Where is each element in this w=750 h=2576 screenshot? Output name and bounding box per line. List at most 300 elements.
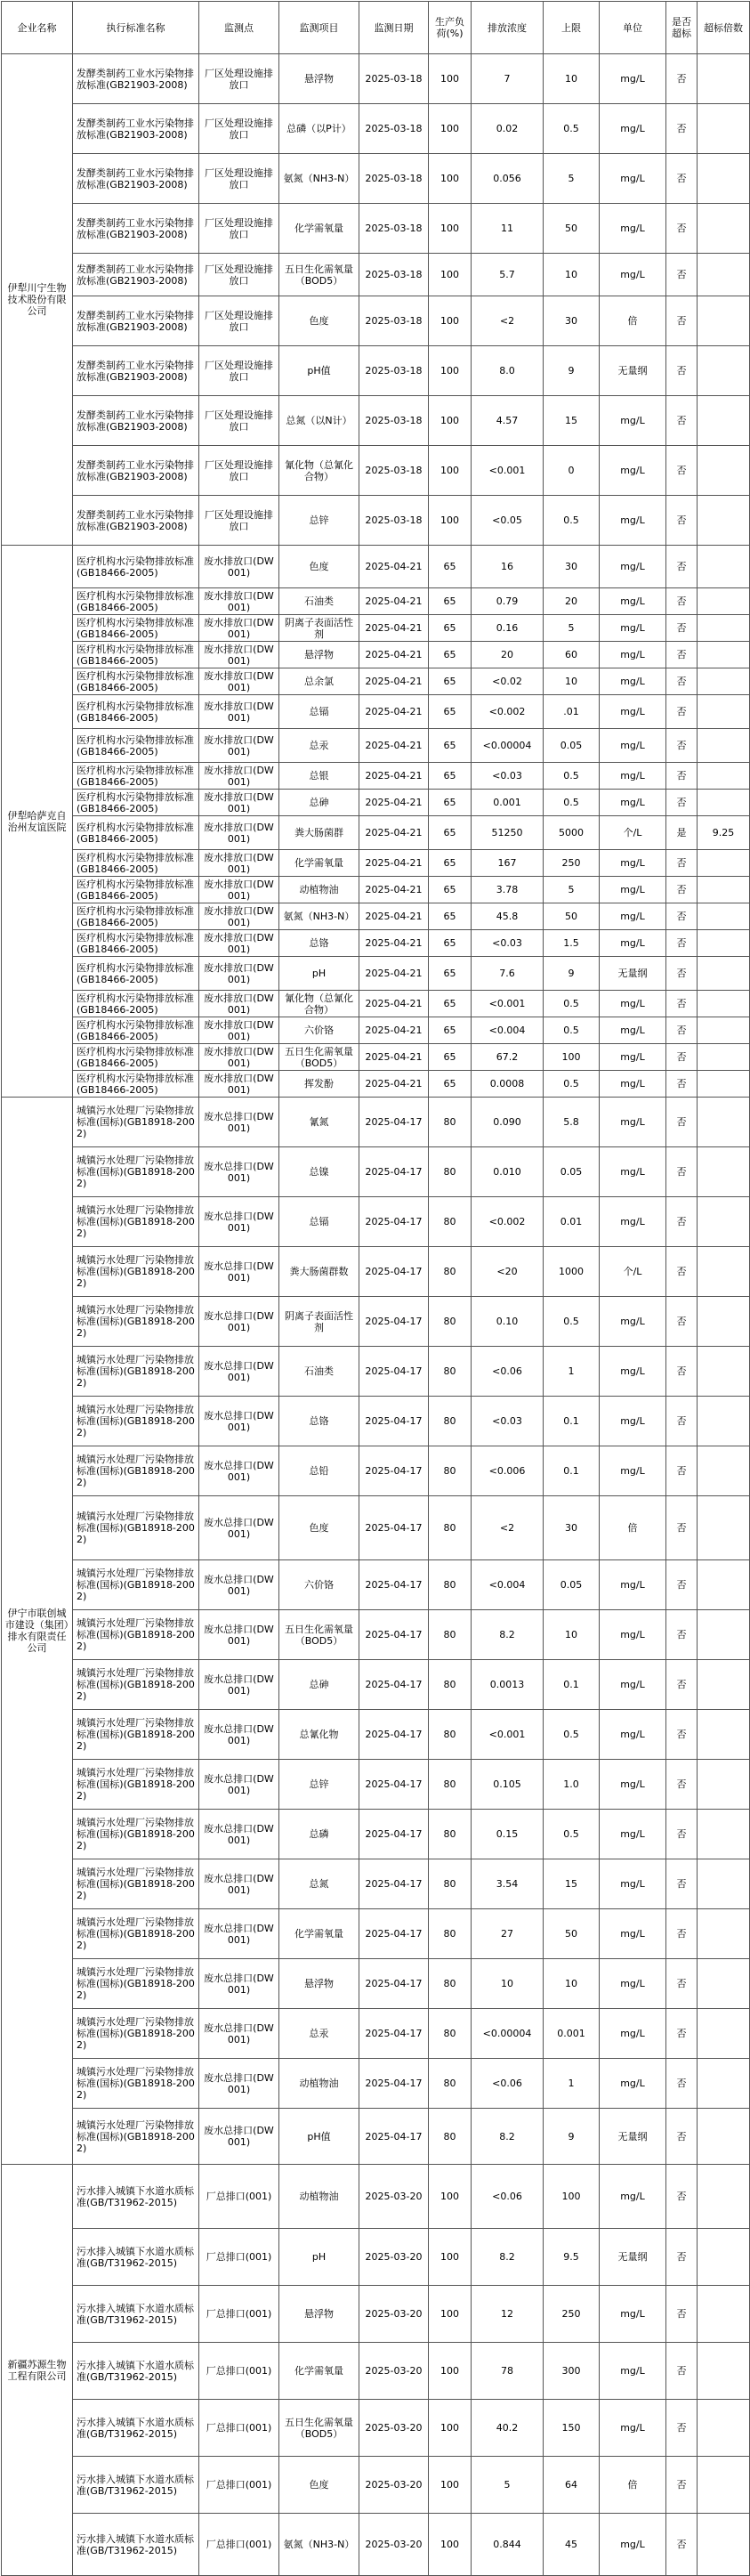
monitoring-point-cell: 废水总排口(DW001) (199, 2009, 279, 2059)
monitoring-item-cell: 化学需氧量 (279, 204, 359, 254)
load-cell: 100 (429, 54, 472, 104)
limit-cell: 10 (544, 1959, 600, 2009)
limit-cell: 0.5 (544, 991, 600, 1017)
table-row (2, 1760, 750, 1810)
date-cell: 2025-03-18 (359, 204, 429, 254)
date-cell: 2025-04-21 (359, 877, 429, 903)
date-cell: 2025-04-17 (359, 1810, 429, 1859)
monitoring-point-cell: 厂总排口(001) (199, 2514, 279, 2576)
concentration-cell: 3.54 (472, 1859, 544, 1909)
times-cell (698, 2059, 750, 2109)
concentration-cell: 8.2 (472, 2109, 544, 2165)
times-cell (698, 695, 750, 729)
unit-cell: mg/L (600, 1760, 666, 1810)
concentration-cell: 5.7 (472, 254, 544, 296)
exceed-cell: 是 (666, 816, 698, 850)
date-cell: 2025-04-17 (359, 1446, 429, 1496)
exceed-cell: 否 (666, 991, 698, 1017)
table-row (2, 1197, 750, 1247)
concentration-cell: 0.15 (472, 1810, 544, 1859)
limit-cell: 0.5 (544, 104, 600, 154)
unit-cell: mg/L (600, 1859, 666, 1909)
concentration-cell: <0.002 (472, 1197, 544, 1247)
date-cell: 2025-04-17 (359, 1496, 429, 1560)
company-cell: 伊犁哈萨克自治州友谊医院 (2, 546, 73, 1098)
standard-cell: 城镇污水处理厂污染物排放标准(国标)(GB18918-2002) (73, 1909, 199, 1959)
limit-cell: 150 (544, 2400, 600, 2457)
concentration-cell: 8.2 (472, 1610, 544, 1660)
company-header: 企业名称 (2, 2, 73, 54)
concentration-cell: <0.03 (472, 1397, 544, 1446)
concentration-cell: 7 (472, 54, 544, 104)
table-row (2, 1660, 750, 1710)
times-cell (698, 1560, 750, 1610)
exceed-cell: 否 (666, 396, 698, 446)
load-cell: 65 (429, 642, 472, 668)
monitoring-point-cell: 厂区处理设施排放口 (199, 496, 279, 546)
table-row (2, 1810, 750, 1859)
unit-cell: mg/L (600, 546, 666, 588)
exceed-cell: 否 (666, 54, 698, 104)
unit-cell: 无量纲 (600, 2109, 666, 2165)
times-cell (698, 763, 750, 790)
company-cell: 新疆苏源生物工程有限公司 (2, 2165, 73, 2576)
load-cell: 80 (429, 2109, 472, 2165)
standard-cell: 医疗机构水污染物排放标准(GB18466-2005) (73, 930, 199, 957)
concentration-cell: 11 (472, 204, 544, 254)
exceed-cell: 否 (666, 930, 698, 957)
times-cell (698, 1810, 750, 1859)
exceed-cell: 否 (666, 2286, 698, 2343)
table-row (2, 446, 750, 496)
table-row (2, 1397, 750, 1446)
unit-cell: mg/L (600, 496, 666, 546)
times-cell (698, 729, 750, 763)
load-cell: 80 (429, 1147, 472, 1197)
times-cell (698, 1044, 750, 1071)
limit-cell: 0.5 (544, 1710, 600, 1760)
standard-cell: 城镇污水处理厂污染物排放标准(国标)(GB18918-2002) (73, 1610, 199, 1660)
times-cell (698, 396, 750, 446)
times-cell (698, 104, 750, 154)
concentration-cell: 0.001 (472, 790, 544, 816)
unit-cell: 个/L (600, 816, 666, 850)
load-cell: 100 (429, 396, 472, 446)
unit-cell: mg/L (600, 254, 666, 296)
concentration-cell: 27 (472, 1909, 544, 1959)
concentration-cell: <0.06 (472, 1347, 544, 1397)
monitoring-table (1, 1, 750, 2576)
table-row (2, 346, 750, 396)
monitoring-point-cell: 厂区处理设施排放口 (199, 346, 279, 396)
standard-cell: 城镇污水处理厂污染物排放标准(国标)(GB18918-2002) (73, 1810, 199, 1859)
standard-cell: 污水排入城镇下水道水质标准(GB/T31962-2015) (73, 2165, 199, 2229)
load-cell: 65 (429, 991, 472, 1017)
date-cell: 2025-04-21 (359, 642, 429, 668)
exceed-cell: 否 (666, 668, 698, 695)
monitoring-item-cell: 五日生化需氧量（BOD5） (279, 1610, 359, 1660)
limit-cell: 0.05 (544, 1560, 600, 1610)
monitoring-item-cell: 氨氮（NH3-N） (279, 2514, 359, 2576)
monitoring-item-cell: 总铬 (279, 930, 359, 957)
exceed-cell: 否 (666, 1446, 698, 1496)
date-cell: 2025-03-18 (359, 254, 429, 296)
exceed-cell: 否 (666, 1560, 698, 1610)
standard-cell: 城镇污水处理厂污染物排放标准(国标)(GB18918-2002) (73, 1147, 199, 1197)
date-cell: 2025-04-21 (359, 546, 429, 588)
table-row (2, 2229, 750, 2286)
unit-cell: mg/L (600, 104, 666, 154)
exceed-cell: 否 (666, 642, 698, 668)
unit-cell: 倍 (600, 296, 666, 346)
load-cell: 100 (429, 2286, 472, 2343)
exceed-cell: 否 (666, 1397, 698, 1446)
load-cell: 65 (429, 850, 472, 877)
monitoring-point-cell: 厂区处理设施排放口 (199, 54, 279, 104)
load-cell: 100 (429, 346, 472, 396)
load-cell: 80 (429, 1347, 472, 1397)
concentration-cell: <0.06 (472, 2059, 544, 2109)
exceed-cell: 否 (666, 1197, 698, 1247)
standard-cell: 城镇污水处理厂污染物排放标准(国标)(GB18918-2002) (73, 1197, 199, 1247)
monitoring-point-cell: 废水总排口(DW001) (199, 1197, 279, 1247)
exceed-cell: 否 (666, 2457, 698, 2514)
monitoring-point-cell: 废水排放口(DW001) (199, 991, 279, 1017)
standard-cell: 医疗机构水污染物排放标准(GB18466-2005) (73, 1044, 199, 1071)
exceed-cell: 否 (666, 1071, 698, 1098)
table-row (2, 2457, 750, 2514)
unit-cell: mg/L (600, 1446, 666, 1496)
standard-cell: 污水排入城镇下水道水质标准(GB/T31962-2015) (73, 2457, 199, 2514)
times-cell (698, 588, 750, 615)
exceed-cell: 否 (666, 903, 698, 930)
monitoring-point-cell: 废水总排口(DW001) (199, 1660, 279, 1710)
company-cell: 伊犁川宁生物技术股份有限公司 (2, 54, 73, 546)
date-cell: 2025-04-21 (359, 588, 429, 615)
monitoring-item-cell: 总氮 (279, 1859, 359, 1909)
concentration-cell: 7.6 (472, 957, 544, 991)
load-cell: 65 (429, 790, 472, 816)
monitoring-point-cell: 废水总排口(DW001) (199, 1397, 279, 1446)
load-cell: 80 (429, 1560, 472, 1610)
monitoring-point-cell: 废水排放口(DW001) (199, 588, 279, 615)
monitoring-item-cell: 总汞 (279, 729, 359, 763)
unit-cell: mg/L (600, 2009, 666, 2059)
monitoring-point-cell: 厂总排口(001) (199, 2165, 279, 2229)
table-row (2, 1959, 750, 2009)
load-cell: 80 (429, 2009, 472, 2059)
exceed-cell: 否 (666, 877, 698, 903)
load-cell: 65 (429, 695, 472, 729)
concentration-cell: 0.16 (472, 615, 544, 642)
unit-cell: 倍 (600, 1496, 666, 1560)
unit-cell: mg/L (600, 930, 666, 957)
table-row (2, 54, 750, 104)
unit-cell: 无量纲 (600, 346, 666, 396)
limit-cell: 10 (544, 254, 600, 296)
load-cell: 80 (429, 2059, 472, 2109)
limit-cell: 0 (544, 446, 600, 496)
unit-cell: mg/L (600, 2343, 666, 2400)
monitoring-item-cell: 粪大肠菌群 (279, 816, 359, 850)
standard-cell: 医疗机构水污染物排放标准(GB18466-2005) (73, 1017, 199, 1044)
exceed-cell: 否 (666, 1347, 698, 1397)
exceed-cell: 否 (666, 1098, 698, 1147)
limit-cell: 15 (544, 396, 600, 446)
monitoring-item-cell: 总银 (279, 763, 359, 790)
standard-cell: 医疗机构水污染物排放标准(GB18466-2005) (73, 588, 199, 615)
concentration-cell: 45.8 (472, 903, 544, 930)
times-cell (698, 2457, 750, 2514)
load-cell: 65 (429, 615, 472, 642)
table-row (2, 1496, 750, 1560)
date-cell: 2025-03-18 (359, 396, 429, 446)
standard-cell: 城镇污水处理厂污染物排放标准(国标)(GB18918-2002) (73, 1397, 199, 1446)
limit-cell: 1000 (544, 1247, 600, 1297)
date-cell: 2025-04-17 (359, 1247, 429, 1297)
load-cell: 65 (429, 903, 472, 930)
unit-cell: mg/L (600, 763, 666, 790)
table-row (2, 2514, 750, 2576)
monitoring-item-cell: 五日生化需氧量（BOD5） (279, 254, 359, 296)
limit-cell: 0.5 (544, 1810, 600, 1859)
monitoring-point-cell: 厂区处理设施排放口 (199, 446, 279, 496)
exceed-cell: 否 (666, 2009, 698, 2059)
times-cell (698, 957, 750, 991)
concentration-cell: <0.03 (472, 763, 544, 790)
standard-cell: 污水排入城镇下水道水质标准(GB/T31962-2015) (73, 2400, 199, 2457)
load-cell: 65 (429, 1071, 472, 1098)
unit-cell: mg/L (600, 2514, 666, 2576)
monitoring-point-cell: 废水排放口(DW001) (199, 668, 279, 695)
standard-cell: 发酵类制药工业水污染物排放标准(GB21903-2008) (73, 296, 199, 346)
times-cell (698, 1017, 750, 1044)
concentration-cell: 4.57 (472, 396, 544, 446)
concentration-cell: <0.004 (472, 1017, 544, 1044)
monitoring-point-cell: 厂总排口(001) (199, 2286, 279, 2343)
limit-cell: 0.001 (544, 2009, 600, 2059)
times-cell (698, 1147, 750, 1197)
monitoring-item-cell: 氨氮（NH3-N） (279, 903, 359, 930)
table-row (2, 154, 750, 204)
table-row (2, 1044, 750, 1071)
exceed-cell: 否 (666, 1810, 698, 1859)
standard-cell: 城镇污水处理厂污染物排放标准(国标)(GB18918-2002) (73, 2059, 199, 2109)
times-cell: 9.25 (698, 816, 750, 850)
date-cell: 2025-03-20 (359, 2165, 429, 2229)
monitoring-item-cell: 色度 (279, 296, 359, 346)
standard-cell: 发酵类制药工业水污染物排放标准(GB21903-2008) (73, 396, 199, 446)
monitoring-point-cell: 废水总排口(DW001) (199, 1859, 279, 1909)
table-row (2, 2400, 750, 2457)
unit-cell: 无量纲 (600, 2229, 666, 2286)
limit-cell: 50 (544, 204, 600, 254)
monitoring-item-cell: 动植物油 (279, 2059, 359, 2109)
concentration-cell: 8.0 (472, 346, 544, 396)
monitoring-item-cell: 总镉 (279, 695, 359, 729)
times-cell (698, 1710, 750, 1760)
table-row (2, 903, 750, 930)
table-row (2, 1446, 750, 1496)
monitoring-point-cell: 废水总排口(DW001) (199, 1098, 279, 1147)
standard-cell: 城镇污水处理厂污染物排放标准(国标)(GB18918-2002) (73, 1959, 199, 2009)
concentration-cell: <20 (472, 1247, 544, 1297)
unit-cell: mg/L (600, 991, 666, 1017)
monitoring-point-cell: 废水总排口(DW001) (199, 1496, 279, 1560)
date-cell: 2025-04-17 (359, 1297, 429, 1347)
monitoring-point-cell: 废水总排口(DW001) (199, 1710, 279, 1760)
exceed-cell: 否 (666, 1710, 698, 1760)
monitoring-point-cell: 厂区处理设施排放口 (199, 254, 279, 296)
standard-cell: 城镇污水处理厂污染物排放标准(国标)(GB18918-2002) (73, 2009, 199, 2059)
load-cell: 100 (429, 204, 472, 254)
unit-cell: mg/L (600, 1710, 666, 1760)
concentration-cell: 5 (472, 2457, 544, 2514)
times-cell (698, 1397, 750, 1446)
standard-cell: 医疗机构水污染物排放标准(GB18466-2005) (73, 615, 199, 642)
monitoring-point-cell: 废水排放口(DW001) (199, 816, 279, 850)
limit-cell: 0.05 (544, 729, 600, 763)
exceed-cell: 否 (666, 1859, 698, 1909)
unit-cell: 无量纲 (600, 957, 666, 991)
monitoring-item-cell: 色度 (279, 546, 359, 588)
load-cell: 65 (429, 546, 472, 588)
monitoring-point-cell: 废水排放口(DW001) (199, 790, 279, 816)
monitoring-point-cell: 厂总排口(001) (199, 2343, 279, 2400)
limit-cell: 0.5 (544, 496, 600, 546)
times-cell (698, 850, 750, 877)
table-row (2, 1347, 750, 1397)
date-cell: 2025-04-21 (359, 850, 429, 877)
monitoring-item-cell: pH (279, 2229, 359, 2286)
unit-cell: mg/L (600, 615, 666, 642)
date-cell: 2025-04-17 (359, 1909, 429, 1959)
limit-cell: 15 (544, 1859, 600, 1909)
limit-cell: 45 (544, 2514, 600, 2576)
unit-cell: mg/L (600, 1017, 666, 1044)
exceed-cell: 否 (666, 346, 698, 396)
times-cell (698, 2229, 750, 2286)
standard-cell: 医疗机构水污染物排放标准(GB18466-2005) (73, 729, 199, 763)
load-cell: 65 (429, 1017, 472, 1044)
concentration-cell: <0.06 (472, 2165, 544, 2229)
load-cell: 100 (429, 2514, 472, 2576)
times-cell (698, 1859, 750, 1909)
monitoring-item-cell: 阴离子表面活性剂 (279, 1297, 359, 1347)
monitoring-point-cell: 废水总排口(DW001) (199, 1959, 279, 2009)
load-cell: 80 (429, 1760, 472, 1810)
times-cell (698, 254, 750, 296)
monitoring-item-cell: 粪大肠菌群数 (279, 1247, 359, 1297)
standard-cell: 发酵类制药工业水污染物排放标准(GB21903-2008) (73, 346, 199, 396)
monitoring-item-cell: 总锌 (279, 1760, 359, 1810)
unit-cell: mg/L (600, 903, 666, 930)
concentration-cell: 12 (472, 2286, 544, 2343)
monitoring-point-cell: 废水总排口(DW001) (199, 1909, 279, 1959)
concentration-cell: 16 (472, 546, 544, 588)
concentration-cell: <0.03 (472, 930, 544, 957)
unit-cell: mg/L (600, 1147, 666, 1197)
times-cell (698, 1347, 750, 1397)
monitoring-item-cell: 氨氮（NH3-N） (279, 154, 359, 204)
date-cell: 2025-04-21 (359, 695, 429, 729)
limit-cell: 300 (544, 2343, 600, 2400)
standard-cell: 发酵类制药工业水污染物排放标准(GB21903-2008) (73, 496, 199, 546)
monitoring-item-cell: 总氰化物 (279, 1710, 359, 1760)
times-cell (698, 1610, 750, 1660)
standard-cell: 城镇污水处理厂污染物排放标准(国标)(GB18918-2002) (73, 1297, 199, 1347)
standard-cell: 发酵类制药工业水污染物排放标准(GB21903-2008) (73, 204, 199, 254)
table-row (2, 763, 750, 790)
load-cell: 65 (429, 588, 472, 615)
unit-cell: mg/L (600, 850, 666, 877)
date-cell: 2025-04-17 (359, 1098, 429, 1147)
limit-cell: 1 (544, 1347, 600, 1397)
times-cell (698, 790, 750, 816)
table-row (2, 2165, 750, 2229)
standard-cell: 污水排入城镇下水道水质标准(GB/T31962-2015) (73, 2229, 199, 2286)
limit-cell: 30 (544, 1496, 600, 1560)
concentration-cell: 3.78 (472, 877, 544, 903)
table-row (2, 1098, 750, 1147)
concentration-cell: <0.001 (472, 446, 544, 496)
unit-cell: 个/L (600, 1247, 666, 1297)
date-cell: 2025-03-18 (359, 296, 429, 346)
times-cell (698, 2009, 750, 2059)
exceed-cell: 否 (666, 615, 698, 642)
monitoring-item-cell: 总余氯 (279, 668, 359, 695)
standard-cell: 城镇污水处理厂污染物排放标准(国标)(GB18918-2002) (73, 2109, 199, 2165)
unit-cell: mg/L (600, 154, 666, 204)
monitoring-item-cell: pH (279, 957, 359, 991)
standard-header: 执行标准名称 (73, 2, 199, 54)
monitoring-item-cell: 总铬 (279, 1397, 359, 1446)
load-cell: 80 (429, 1098, 472, 1147)
exceed-cell: 否 (666, 1297, 698, 1347)
date-cell: 2025-04-21 (359, 763, 429, 790)
monitoring-point-cell: 废水排放口(DW001) (199, 546, 279, 588)
table-row (2, 1297, 750, 1347)
load-cell: 80 (429, 1247, 472, 1297)
load-cell: 80 (429, 1660, 472, 1710)
exceed-cell: 否 (666, 254, 698, 296)
times-cell (698, 2286, 750, 2343)
unit-header: 单位 (600, 2, 666, 54)
standard-cell: 发酵类制药工业水污染物排放标准(GB21903-2008) (73, 104, 199, 154)
monitoring-item-cell: 总镉 (279, 1197, 359, 1247)
monitoring-item-cell: 总汞 (279, 2009, 359, 2059)
monitoring-item-cell: 总砷 (279, 1660, 359, 1710)
company-cell: 伊宁市联创城市建设（集团）排水有限责任公司 (2, 1098, 73, 2165)
standard-cell: 医疗机构水污染物排放标准(GB18466-2005) (73, 877, 199, 903)
date-cell: 2025-04-21 (359, 957, 429, 991)
load-cell: 100 (429, 2457, 472, 2514)
standard-cell: 医疗机构水污染物排放标准(GB18466-2005) (73, 642, 199, 668)
unit-cell: mg/L (600, 877, 666, 903)
standard-cell: 城镇污水处理厂污染物排放标准(国标)(GB18918-2002) (73, 1710, 199, 1760)
limit-cell: 9 (544, 346, 600, 396)
table-row (2, 204, 750, 254)
table-row (2, 729, 750, 763)
table-row (2, 1909, 750, 1959)
standard-cell: 发酵类制药工业水污染物排放标准(GB21903-2008) (73, 446, 199, 496)
monitoring-item-cell: 氰化物（总氰化合物） (279, 991, 359, 1017)
date-cell: 2025-03-18 (359, 446, 429, 496)
load-cell: 100 (429, 2229, 472, 2286)
table-row (2, 588, 750, 615)
standard-cell: 医疗机构水污染物排放标准(GB18466-2005) (73, 546, 199, 588)
monitoring-item-cell: 总锌 (279, 496, 359, 546)
